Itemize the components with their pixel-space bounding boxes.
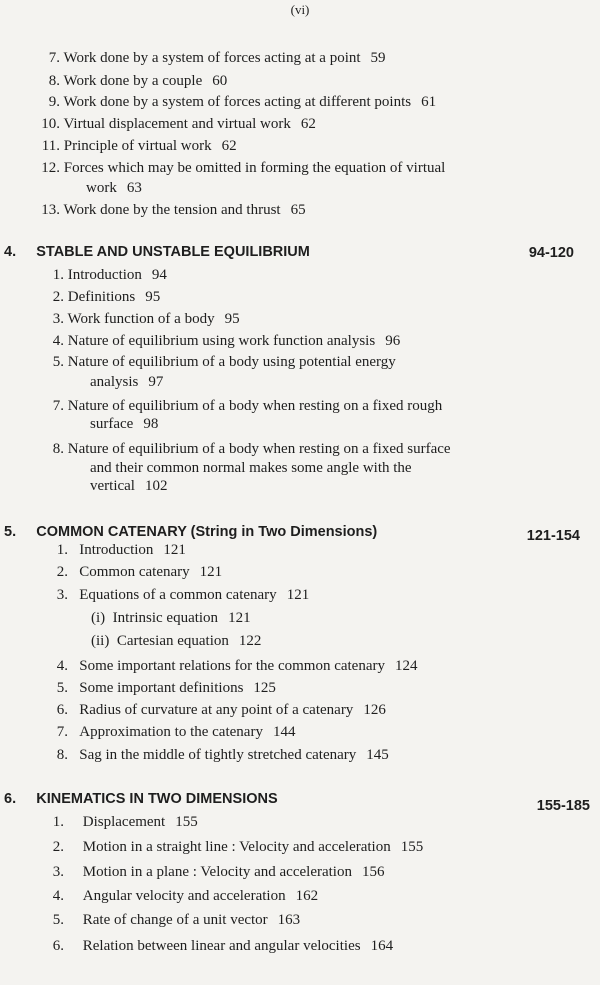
entry-page: 62 bbox=[221, 138, 237, 154]
entry-title: Work function of a body bbox=[67, 311, 215, 327]
entry-title: Work done by the tension and thrust bbox=[63, 202, 281, 218]
chapter-number: 5. bbox=[4, 524, 17, 540]
entry-title: Radius of curvature at any point of a catenary bbox=[79, 702, 354, 718]
entry-number: 8. bbox=[52, 441, 64, 457]
entry-page: 155 bbox=[400, 839, 424, 855]
entry-title: Intrinsic equation bbox=[112, 610, 219, 626]
entry-title: Principle of virtual work bbox=[63, 138, 212, 154]
entry-number: 9. bbox=[48, 94, 60, 110]
entry-page: 121 bbox=[286, 587, 310, 603]
entry-title: Displacement bbox=[82, 814, 166, 830]
entry-number: 3. bbox=[56, 587, 68, 603]
entry-number: 5. bbox=[52, 912, 64, 928]
entry-number: 12. bbox=[41, 160, 60, 176]
entry-number: 5. bbox=[52, 354, 64, 370]
entry-title: Common catenary bbox=[79, 564, 190, 580]
entry-title: Introduction bbox=[67, 267, 142, 283]
toc-entry bbox=[30, 863, 384, 881]
entry-page: 98 bbox=[143, 416, 159, 432]
toc-entry bbox=[30, 137, 237, 155]
entry-page: 95 bbox=[224, 311, 240, 327]
entry-title-cont: vertical bbox=[90, 478, 135, 494]
entry-number: 8. bbox=[56, 747, 68, 763]
chapter-heading bbox=[4, 244, 310, 260]
toc-entry bbox=[30, 288, 160, 306]
entry-number: (i) bbox=[91, 610, 106, 626]
entry-number: 4. bbox=[52, 888, 64, 904]
chapter-page-range: 155-185 bbox=[536, 798, 590, 814]
entry-page: 126 bbox=[363, 702, 386, 718]
entry-title: Definitions bbox=[67, 289, 136, 305]
entry-title: Cartesian equation bbox=[116, 633, 229, 649]
chapter-number: 4. bbox=[4, 244, 17, 260]
entry-page: 122 bbox=[238, 633, 262, 649]
entry-number: 3. bbox=[52, 864, 64, 880]
entry-page: 144 bbox=[272, 724, 296, 740]
toc-entry bbox=[30, 310, 240, 328]
toc-entry bbox=[30, 115, 316, 133]
entry-number: 11. bbox=[41, 138, 60, 154]
entry-number: 4. bbox=[52, 333, 64, 349]
toc-entry bbox=[30, 563, 222, 581]
toc-entry-continuation bbox=[86, 179, 142, 197]
toc-entry bbox=[30, 723, 295, 741]
entry-title: Equations of a common catenary bbox=[79, 587, 277, 603]
entry-title-cont: analysis bbox=[90, 374, 139, 390]
entry-title: Rate of change of a unit vector bbox=[82, 912, 268, 928]
toc-entry bbox=[30, 701, 386, 719]
entry-page: 95 bbox=[145, 289, 161, 305]
entry-title: Introduction bbox=[79, 542, 154, 558]
entry-page: 102 bbox=[144, 478, 168, 494]
entry-title: Nature of equilibrium of a body when resting on a fixed rough bbox=[67, 398, 443, 414]
entry-page: 163 bbox=[277, 912, 301, 928]
entry-number: 8. bbox=[48, 73, 60, 89]
toc-entry bbox=[30, 201, 306, 219]
entry-title: Motion in a plane : Velocity and acceleration bbox=[82, 864, 352, 880]
entry-page: 124 bbox=[395, 658, 418, 674]
entry-page: 65 bbox=[290, 202, 306, 218]
toc-entry-continuation bbox=[90, 415, 158, 433]
entry-title: Work done by a couple bbox=[63, 73, 203, 89]
entry-title: Nature of equilibrium using work function analysis bbox=[67, 333, 376, 349]
toc-entry bbox=[30, 937, 393, 955]
entry-page: 63 bbox=[126, 180, 142, 196]
entry-title-cont: surface bbox=[90, 416, 134, 432]
entry-title: Some important relations for the common catenary bbox=[79, 658, 385, 674]
entry-number: (ii) bbox=[91, 633, 110, 649]
chapter-title: KINEMATICS IN TWO DIMENSIONS bbox=[36, 791, 278, 807]
entry-page: 121 bbox=[228, 610, 251, 626]
entry-title: Work done by a system of forces acting at different points bbox=[63, 94, 412, 110]
entry-page: 59 bbox=[370, 50, 386, 66]
toc-subentry bbox=[91, 632, 261, 650]
chapter-page-range: 94-120 bbox=[528, 245, 574, 261]
entry-number: 1. bbox=[52, 814, 64, 830]
toc-entry bbox=[30, 838, 423, 856]
entry-number: 2. bbox=[56, 564, 68, 580]
entry-number: 1. bbox=[52, 267, 64, 283]
entry-title-cont: work bbox=[86, 180, 117, 196]
entry-title: Virtual displacement and virtual work bbox=[63, 116, 291, 132]
toc-entry bbox=[30, 746, 389, 764]
toc-entry bbox=[30, 440, 451, 458]
entry-title: Nature of equilibrium of a body using potential energy bbox=[67, 354, 396, 370]
page-number: (vi) bbox=[290, 2, 310, 17]
entry-page: 162 bbox=[295, 888, 319, 904]
toc-entry-continuation bbox=[90, 459, 412, 477]
entry-page: 61 bbox=[421, 94, 437, 110]
toc-entry bbox=[30, 887, 318, 905]
toc-entry bbox=[30, 397, 442, 415]
toc-entry-continuation bbox=[90, 477, 167, 495]
entry-page: 121 bbox=[163, 542, 186, 558]
toc-entry bbox=[30, 72, 227, 90]
toc-entry bbox=[30, 332, 400, 350]
entry-title: Angular velocity and acceleration bbox=[82, 888, 286, 904]
entry-number: 1. bbox=[56, 542, 68, 558]
entry-number: 10. bbox=[41, 116, 60, 132]
entry-title: Sag in the middle of tightly stretched catenary bbox=[79, 747, 357, 763]
entry-page: 145 bbox=[366, 747, 389, 763]
entry-number: 13. bbox=[41, 202, 60, 218]
entry-number: 7. bbox=[56, 724, 68, 740]
toc-entry-continuation bbox=[90, 373, 163, 391]
entry-title: Approximation to the catenary bbox=[79, 724, 263, 740]
entry-page: 121 bbox=[199, 564, 223, 580]
entry-page: 97 bbox=[148, 374, 164, 390]
entry-title: Nature of equilibrium of a body when resting on a fixed surface bbox=[67, 441, 451, 457]
entry-title: Forces which may be omitted in forming the equation of virtual bbox=[63, 160, 446, 176]
entry-page: 94 bbox=[151, 267, 167, 283]
entry-page: 96 bbox=[385, 333, 401, 349]
chapter-title: COMMON CATENARY (String in Two Dimensions) bbox=[36, 524, 378, 540]
entry-number: 6. bbox=[56, 702, 68, 718]
toc-entry bbox=[30, 586, 309, 604]
entry-page: 156 bbox=[361, 864, 385, 880]
toc-entry bbox=[30, 353, 396, 371]
toc-entry bbox=[30, 679, 276, 697]
chapter-page-range: 121-154 bbox=[526, 528, 580, 544]
toc-entry bbox=[30, 911, 300, 929]
entry-page: 155 bbox=[175, 814, 198, 830]
toc-entry bbox=[30, 49, 386, 67]
entry-number: 7. bbox=[52, 398, 64, 414]
chapter-number: 6. bbox=[4, 791, 17, 807]
entry-page: 125 bbox=[253, 680, 276, 696]
entry-number: 6. bbox=[52, 938, 64, 954]
entry-title: Work done by a system of forces acting at a point bbox=[63, 50, 361, 66]
entry-number: 3. bbox=[52, 311, 64, 327]
toc-entry bbox=[30, 93, 436, 111]
entry-title: Motion in a straight line : Velocity and acceleration bbox=[82, 839, 391, 855]
chapter-heading bbox=[4, 791, 278, 807]
entry-number: 5. bbox=[56, 680, 68, 696]
entry-title: Relation between linear and angular velocities bbox=[82, 938, 361, 954]
toc-entry bbox=[30, 159, 445, 177]
entry-page: 62 bbox=[300, 116, 316, 132]
toc-entry bbox=[30, 266, 167, 284]
toc-entry bbox=[30, 657, 418, 675]
chapter-heading bbox=[4, 524, 377, 540]
entry-title-cont: and their common normal makes some angle with the bbox=[90, 460, 412, 476]
entry-number: 7. bbox=[48, 50, 60, 66]
chapter-title: STABLE AND UNSTABLE EQUILIBRIUM bbox=[36, 244, 310, 260]
toc-subentry bbox=[91, 609, 251, 627]
toc-entry bbox=[30, 541, 186, 559]
entry-page: 60 bbox=[212, 73, 228, 89]
entry-number: 4. bbox=[56, 658, 68, 674]
toc-entry bbox=[30, 813, 198, 831]
entry-title: Some important definitions bbox=[79, 680, 244, 696]
entry-number: 2. bbox=[52, 289, 64, 305]
entry-number: 2. bbox=[52, 839, 64, 855]
entry-page: 164 bbox=[370, 938, 394, 954]
